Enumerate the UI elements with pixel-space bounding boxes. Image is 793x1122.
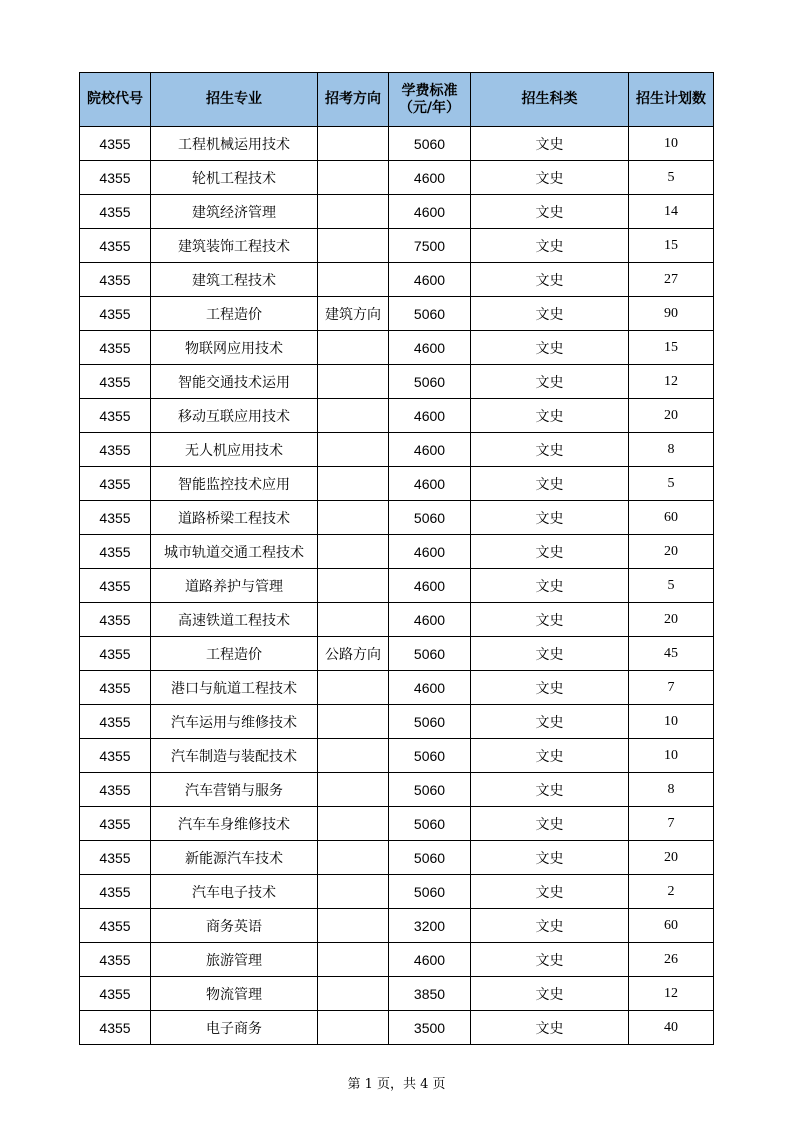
cell-category: 文史 [471, 739, 629, 773]
cell-tuition: 5060 [389, 705, 471, 739]
cell-direction [318, 535, 389, 569]
cell-category: 文史 [471, 773, 629, 807]
cell-school-code: 4355 [80, 127, 151, 161]
cell-tuition: 5060 [389, 297, 471, 331]
cell-major: 新能源汽车技术 [151, 841, 318, 875]
table-row [80, 807, 714, 841]
cell-direction [318, 875, 389, 909]
table-row [80, 365, 714, 399]
cell-category: 文史 [471, 841, 629, 875]
table-row [80, 535, 714, 569]
cell-direction [318, 365, 389, 399]
cell-category: 文史 [471, 331, 629, 365]
cell-major: 智能交通技术运用 [151, 365, 318, 399]
cell-tuition: 7500 [389, 229, 471, 263]
cell-school-code: 4355 [80, 1011, 151, 1045]
cell-major: 城市轨道交通工程技术 [151, 535, 318, 569]
cell-tuition: 3850 [389, 977, 471, 1011]
cell-direction [318, 501, 389, 535]
cell-tuition: 4600 [389, 263, 471, 297]
cell-school-code: 4355 [80, 807, 151, 841]
cell-category: 文史 [471, 501, 629, 535]
cell-major: 电子商务 [151, 1011, 318, 1045]
cell-direction [318, 569, 389, 603]
cell-direction [318, 195, 389, 229]
cell-plan-count: 26 [629, 943, 714, 977]
cell-direction: 建筑方向 [318, 297, 389, 331]
cell-tuition: 5060 [389, 739, 471, 773]
cell-plan-count: 5 [629, 569, 714, 603]
cell-category: 文史 [471, 127, 629, 161]
table-row [80, 501, 714, 535]
cell-school-code: 4355 [80, 195, 151, 229]
cell-school-code: 4355 [80, 535, 151, 569]
cell-plan-count: 5 [629, 161, 714, 195]
cell-category: 文史 [471, 977, 629, 1011]
cell-school-code: 4355 [80, 501, 151, 535]
cell-major: 物联网应用技术 [151, 331, 318, 365]
cell-major: 汽车营销与服务 [151, 773, 318, 807]
table-body [80, 127, 714, 1045]
cell-plan-count: 8 [629, 433, 714, 467]
cell-plan-count: 60 [629, 909, 714, 943]
cell-major: 工程造价 [151, 637, 318, 671]
table-row [80, 399, 714, 433]
table-row [80, 705, 714, 739]
cell-category: 文史 [471, 433, 629, 467]
header-row [80, 73, 714, 127]
table-row [80, 909, 714, 943]
cell-school-code: 4355 [80, 365, 151, 399]
page-footer [0, 1073, 793, 1092]
cell-school-code: 4355 [80, 399, 151, 433]
cell-category: 文史 [471, 535, 629, 569]
cell-tuition: 4600 [389, 671, 471, 705]
cell-tuition: 5060 [389, 501, 471, 535]
cell-direction [318, 841, 389, 875]
header-direction: 招考方向 [318, 73, 389, 127]
cell-plan-count: 7 [629, 671, 714, 705]
cell-school-code: 4355 [80, 637, 151, 671]
cell-plan-count: 10 [629, 739, 714, 773]
cell-major: 道路桥梁工程技术 [151, 501, 318, 535]
cell-major: 道路养护与管理 [151, 569, 318, 603]
cell-major: 无人机应用技术 [151, 433, 318, 467]
cell-major: 商务英语 [151, 909, 318, 943]
cell-school-code: 4355 [80, 229, 151, 263]
table-row [80, 977, 714, 1011]
cell-school-code: 4355 [80, 331, 151, 365]
cell-direction [318, 399, 389, 433]
page-number-text: 第 1 页，共 4 页 [347, 1077, 446, 1092]
cell-direction [318, 1011, 389, 1045]
cell-tuition: 4600 [389, 433, 471, 467]
table-row [80, 297, 714, 331]
cell-school-code: 4355 [80, 263, 151, 297]
cell-category: 文史 [471, 365, 629, 399]
cell-direction [318, 331, 389, 365]
cell-plan-count: 20 [629, 535, 714, 569]
cell-school-code: 4355 [80, 603, 151, 637]
cell-plan-count: 45 [629, 637, 714, 671]
cell-plan-count: 8 [629, 773, 714, 807]
cell-tuition: 5060 [389, 773, 471, 807]
cell-school-code: 4355 [80, 773, 151, 807]
cell-tuition: 4600 [389, 161, 471, 195]
cell-major: 轮机工程技术 [151, 161, 318, 195]
cell-tuition: 5060 [389, 365, 471, 399]
cell-school-code: 4355 [80, 841, 151, 875]
cell-category: 文史 [471, 603, 629, 637]
cell-direction [318, 161, 389, 195]
cell-school-code: 4355 [80, 705, 151, 739]
cell-plan-count: 12 [629, 365, 714, 399]
cell-plan-count: 15 [629, 331, 714, 365]
cell-major: 汽车制造与装配技术 [151, 739, 318, 773]
cell-direction [318, 229, 389, 263]
cell-school-code: 4355 [80, 909, 151, 943]
cell-category: 文史 [471, 705, 629, 739]
cell-school-code: 4355 [80, 161, 151, 195]
cell-category: 文史 [471, 671, 629, 705]
cell-category: 文史 [471, 161, 629, 195]
table-row [80, 739, 714, 773]
cell-category: 文史 [471, 467, 629, 501]
cell-category: 文史 [471, 637, 629, 671]
table-row [80, 943, 714, 977]
table-row [80, 1011, 714, 1045]
cell-school-code: 4355 [80, 671, 151, 705]
cell-category: 文史 [471, 195, 629, 229]
cell-plan-count: 7 [629, 807, 714, 841]
cell-category: 文史 [471, 875, 629, 909]
cell-direction [318, 977, 389, 1011]
cell-school-code: 4355 [80, 943, 151, 977]
cell-school-code: 4355 [80, 875, 151, 909]
cell-school-code: 4355 [80, 977, 151, 1011]
cell-category: 文史 [471, 399, 629, 433]
table-row [80, 161, 714, 195]
cell-plan-count: 60 [629, 501, 714, 535]
cell-major: 建筑经济管理 [151, 195, 318, 229]
header-plan-count: 招生计划数 [629, 73, 714, 127]
cell-direction [318, 433, 389, 467]
cell-plan-count: 5 [629, 467, 714, 501]
table-row [80, 841, 714, 875]
table-row [80, 671, 714, 705]
cell-category: 文史 [471, 229, 629, 263]
cell-tuition: 4600 [389, 399, 471, 433]
cell-major: 港口与航道工程技术 [151, 671, 318, 705]
cell-direction [318, 603, 389, 637]
table-row [80, 875, 714, 909]
cell-tuition: 4600 [389, 331, 471, 365]
table-row [80, 433, 714, 467]
cell-tuition: 3500 [389, 1011, 471, 1045]
cell-school-code: 4355 [80, 739, 151, 773]
cell-direction [318, 671, 389, 705]
cell-direction [318, 739, 389, 773]
cell-tuition: 5060 [389, 127, 471, 161]
cell-major: 汽车电子技术 [151, 875, 318, 909]
cell-plan-count: 10 [629, 127, 714, 161]
cell-tuition: 5060 [389, 807, 471, 841]
cell-direction [318, 807, 389, 841]
cell-tuition: 4600 [389, 603, 471, 637]
cell-major: 汽车车身维修技术 [151, 807, 318, 841]
header-tuition: 学费标准 （元/年） [389, 73, 471, 127]
cell-major: 智能监控技术应用 [151, 467, 318, 501]
cell-plan-count: 20 [629, 841, 714, 875]
cell-major: 旅游管理 [151, 943, 318, 977]
cell-major: 工程机械运用技术 [151, 127, 318, 161]
cell-tuition: 4600 [389, 467, 471, 501]
cell-plan-count: 2 [629, 875, 714, 909]
table-row [80, 229, 714, 263]
cell-tuition: 5060 [389, 875, 471, 909]
cell-tuition: 4600 [389, 569, 471, 603]
cell-direction [318, 127, 389, 161]
cell-category: 文史 [471, 943, 629, 977]
table-row [80, 569, 714, 603]
cell-direction: 公路方向 [318, 637, 389, 671]
cell-major: 建筑装饰工程技术 [151, 229, 318, 263]
cell-direction [318, 467, 389, 501]
admissions-table [79, 72, 714, 1045]
cell-category: 文史 [471, 909, 629, 943]
cell-tuition: 4600 [389, 535, 471, 569]
cell-category: 文史 [471, 807, 629, 841]
cell-direction [318, 263, 389, 297]
cell-direction [318, 773, 389, 807]
table-row [80, 467, 714, 501]
cell-major: 高速铁道工程技术 [151, 603, 318, 637]
cell-tuition: 5060 [389, 637, 471, 671]
table-row [80, 127, 714, 161]
cell-category: 文史 [471, 569, 629, 603]
cell-major: 移动互联应用技术 [151, 399, 318, 433]
table-row [80, 263, 714, 297]
cell-category: 文史 [471, 297, 629, 331]
cell-tuition: 4600 [389, 943, 471, 977]
cell-major: 汽车运用与维修技术 [151, 705, 318, 739]
header-school-code: 院校代号 [80, 73, 151, 127]
cell-school-code: 4355 [80, 467, 151, 501]
header-category: 招生科类 [471, 73, 629, 127]
cell-category: 文史 [471, 263, 629, 297]
cell-school-code: 4355 [80, 569, 151, 603]
cell-major: 物流管理 [151, 977, 318, 1011]
cell-plan-count: 14 [629, 195, 714, 229]
cell-major: 工程造价 [151, 297, 318, 331]
cell-direction [318, 909, 389, 943]
cell-tuition: 5060 [389, 841, 471, 875]
cell-plan-count: 12 [629, 977, 714, 1011]
table-row [80, 331, 714, 365]
cell-direction [318, 705, 389, 739]
cell-plan-count: 40 [629, 1011, 714, 1045]
cell-plan-count: 10 [629, 705, 714, 739]
cell-plan-count: 20 [629, 399, 714, 433]
table-row [80, 195, 714, 229]
table-row [80, 637, 714, 671]
cell-category: 文史 [471, 1011, 629, 1045]
cell-tuition: 3200 [389, 909, 471, 943]
cell-plan-count: 27 [629, 263, 714, 297]
cell-direction [318, 943, 389, 977]
cell-plan-count: 90 [629, 297, 714, 331]
cell-plan-count: 20 [629, 603, 714, 637]
table-row [80, 603, 714, 637]
table-row [80, 773, 714, 807]
cell-school-code: 4355 [80, 433, 151, 467]
cell-school-code: 4355 [80, 297, 151, 331]
cell-plan-count: 15 [629, 229, 714, 263]
header-major: 招生专业 [151, 73, 318, 127]
cell-tuition: 4600 [389, 195, 471, 229]
cell-major: 建筑工程技术 [151, 263, 318, 297]
